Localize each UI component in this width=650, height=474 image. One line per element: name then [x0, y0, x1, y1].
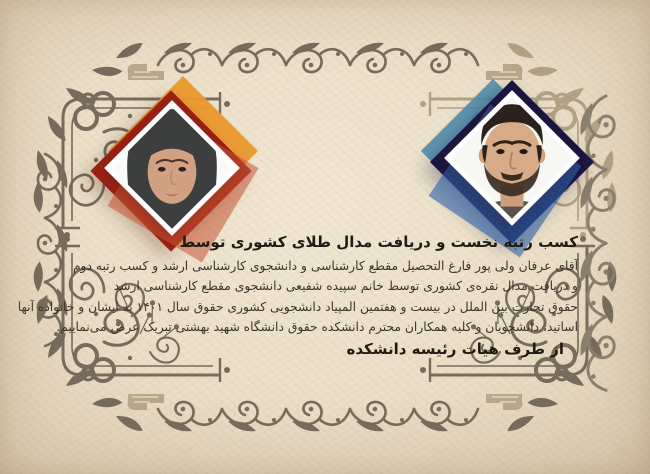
announcement-line: و دریافت مدال نقره‌ی کشوری توسط خانم سپیده شفیعی دانشجوی مقطع کارشناسی ارشد: [113, 279, 578, 294]
bracket-top-right: [486, 64, 522, 80]
announcement-line: آقای عرفان ولی پور فارغ التحصیل مقطع کارشناسی و دانشجوی کارشناسی ارشد و کسب رتبه دوم: [72, 259, 578, 273]
photo-stack-right: [428, 84, 600, 252]
floral-vine-bottom: [158, 402, 478, 431]
announcement-text-block: [17, 233, 578, 358]
bracket-bottom-left: [128, 394, 164, 410]
floral-vine-top: [158, 43, 478, 72]
bracket-top-left: [128, 64, 164, 80]
bracket-bottom-right: [486, 394, 522, 410]
announcement-line: حقوق تجارت بین الملل در بیست و هفتمین المپیاد دانشجویی کشوری حقوق سال ۱۴۰۱ به ایشان و خانواده آنها: [17, 299, 578, 314]
signature-line: از طرف هیات رئیسه دانشکده: [346, 339, 564, 358]
announcement-title: کسب رتبه نخست و دریافت مدال طلای کشوری توسط: [179, 233, 578, 251]
announcement-line: اساتید، دانشجویان و کلیه همکاران محترم دانشکده حقوق دانشگاه شهید بهشتی تبریک عرض می‌نماییم.: [56, 320, 578, 335]
